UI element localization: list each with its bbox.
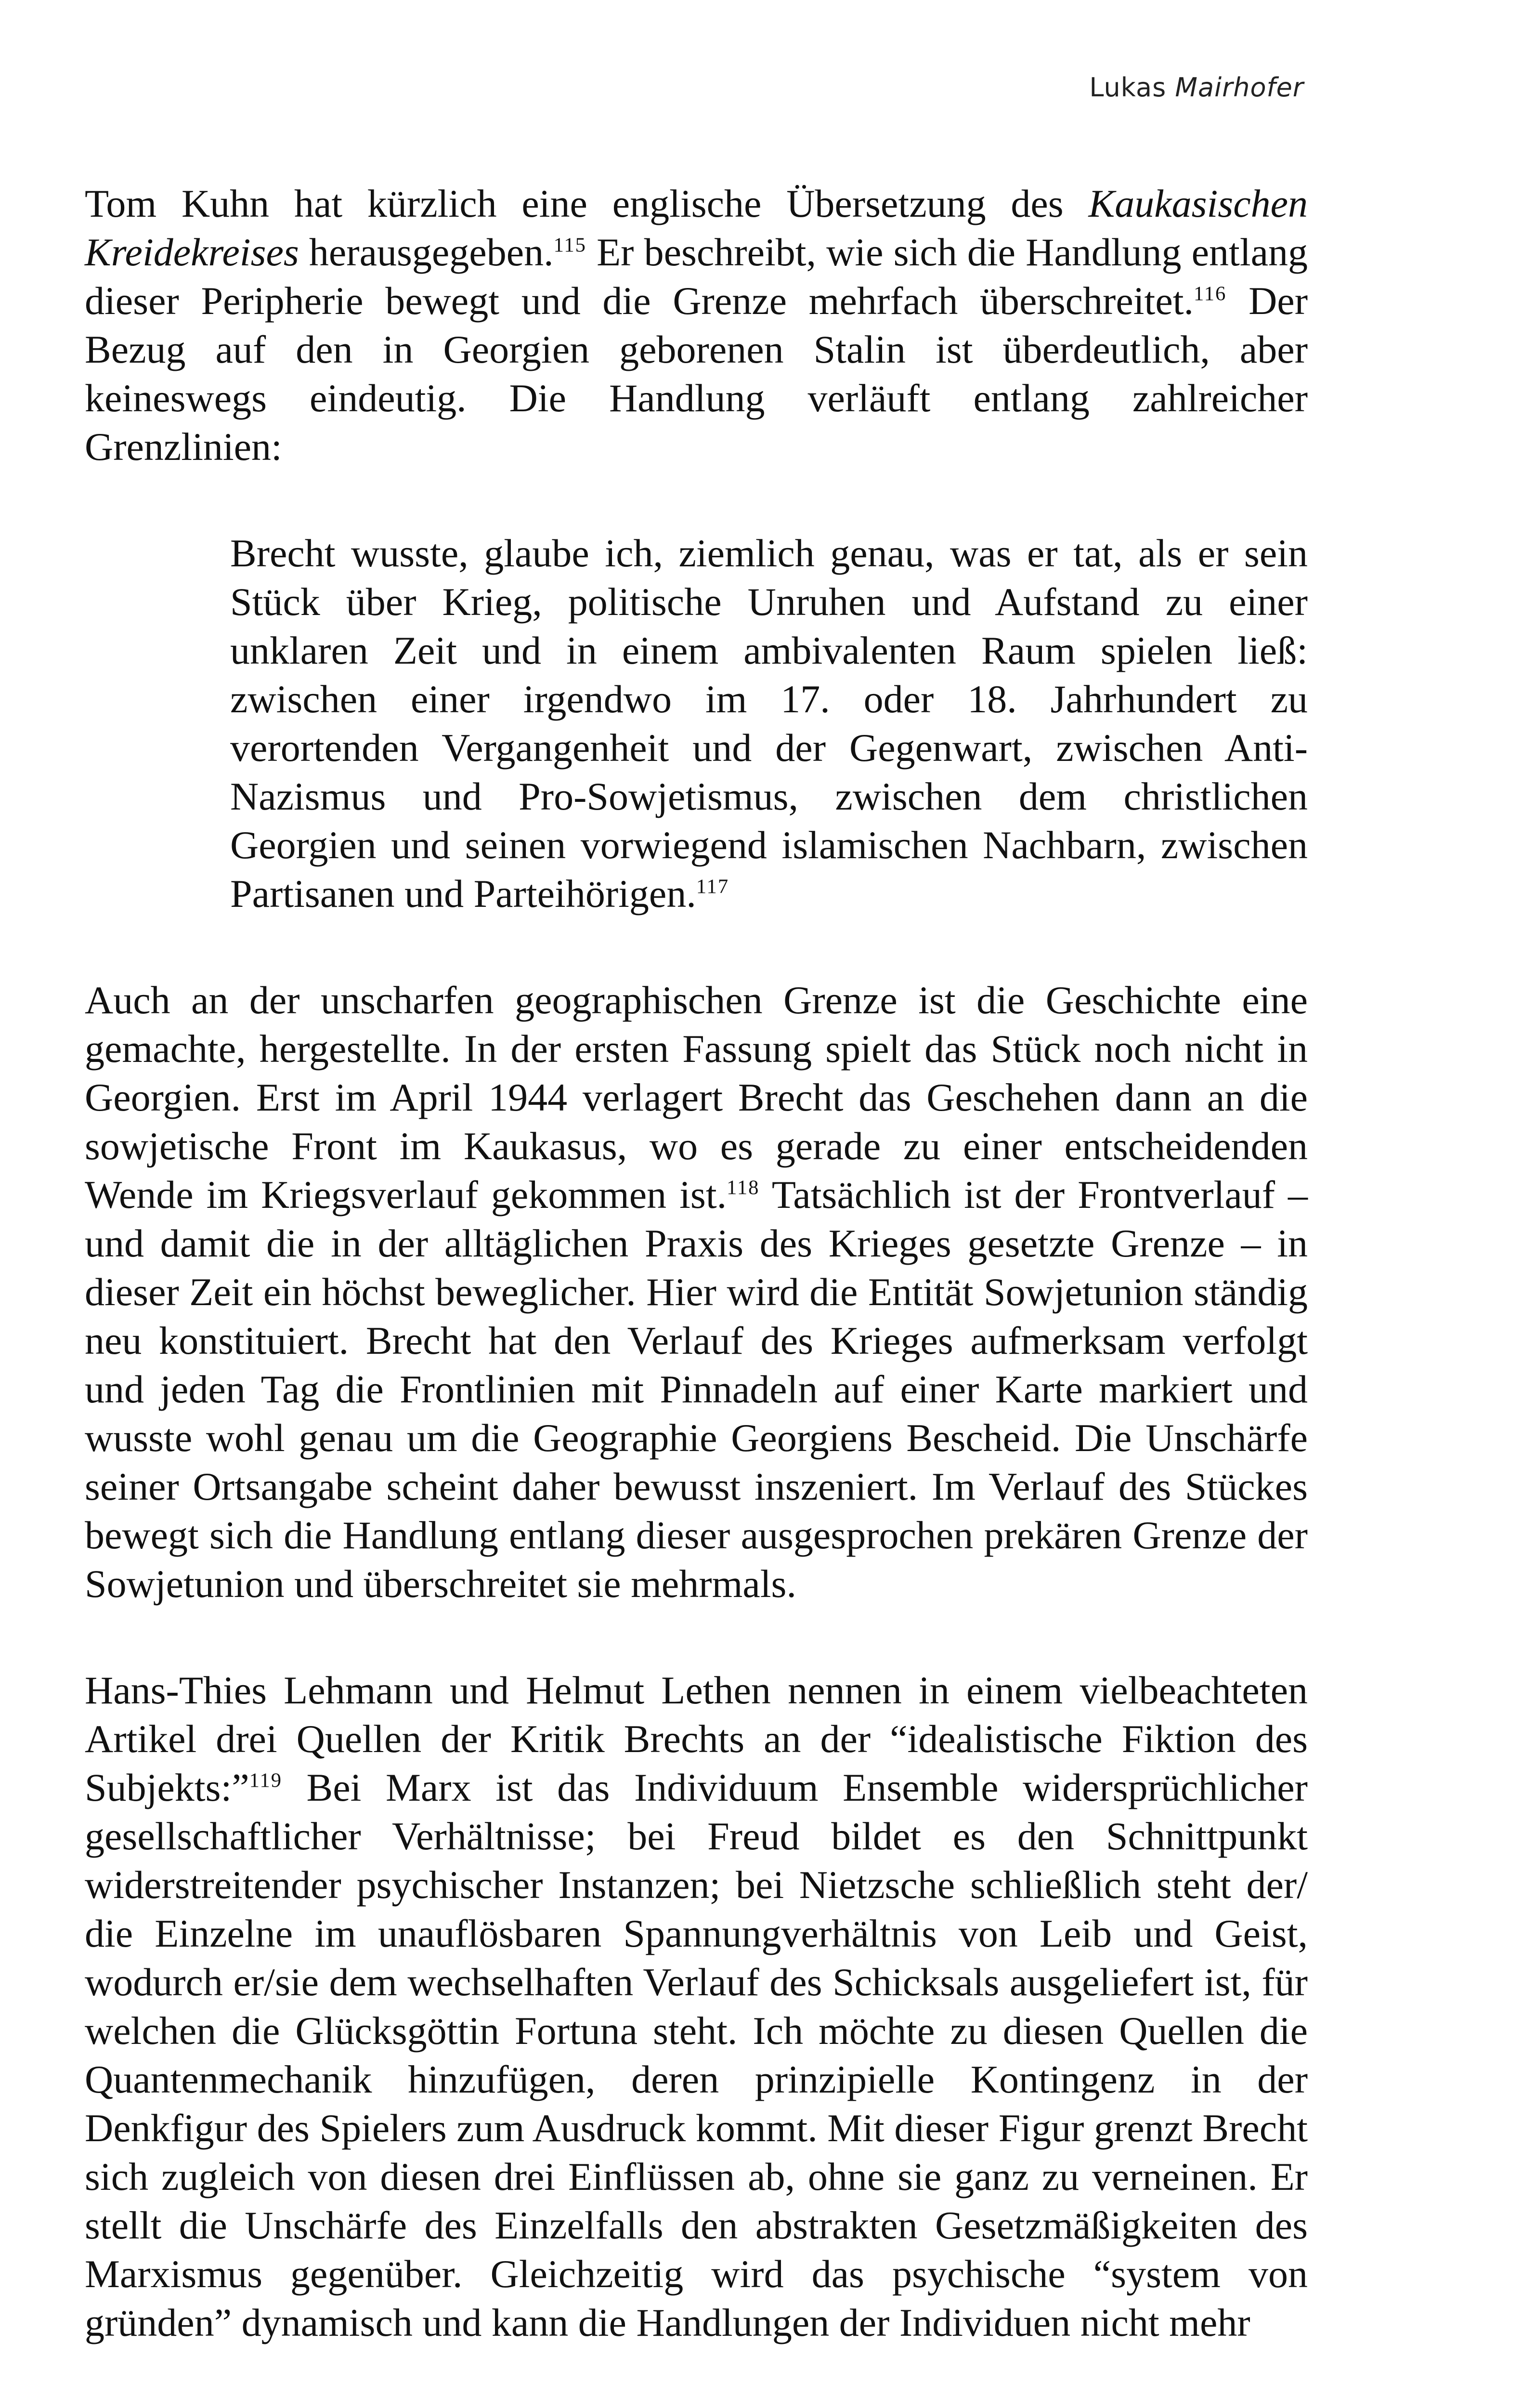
running-head [1089,72,1304,103]
footnote-ref-115[interactable]: 115 [553,234,586,257]
page-body [85,179,1308,2347]
paragraph-2-text-a: Auch an der unscharfen geographischen Grenze ist die Geschichte eine gemachte, hergestellte. In der ersten Fassung spielt das Stück noch nicht in Georgien. Erst im April 1944 verlagert Brecht das Geschehen dann an die sowjetische Front im Kaukasus, wo es gerade zu einer entscheidenden Wende im Kriegsverlauf gekommen ist. [85,978,1308,1217]
footnote-ref-118[interactable]: 118 [727,1176,760,1199]
paragraph-3-text-b: Bei Marx ist das Individuum Ensemble widersprüchlicher gesellschaftlicher Verhältnisse; bei Freud bildet es den Schnittpunkt widerstreitender psychischer Instanzen; bei Nietzsche schließlich steht der/ die Einzelne im unauflösbaren Spannungverhältnis von Leib und Geist, wodurch er/sie dem wechselhaften Verlauf des Schicksals ausgeliefert ist, für welchen die Glücksgöttin Fortuna steht. Ich möchte zu diesen Quellen die Quantenmechanik hinzufügen, deren prinzipielle Kontingenz in der Denkfigur des Spielers zum Ausdruck kommt. Mit dieser Figur grenzt Brecht sich zugleich von diesen drei Einflüssen ab, ohne sie ganz zu verneinen. Er stellt die Unschärfe des Einzelfalls den abstrakten Gesetzmäßigkeiten des Marxismus gegenüber. Gleichzeitig wird das psychische “system von gründen” dynamisch und kann die Handlungen der Individuen nicht mehr [85,1766,1308,2344]
paragraph-1-text-a: Tom Kuhn hat kürzlich eine englische Übersetzung des [85,182,1089,225]
paragraph-1-text-c: Er beschreibt, wie sich die Handlung entlang dieser Peripherie bewegt und die Grenze mehrfach überschreitet. [85,230,1308,323]
block-quote-text: Brecht wusste, glaube ich, ziemlich genau, was er tat, als er sein Stück über Krieg, politische Unruhen und Aufstand zu einer unklaren Zeit und in einem ambivalenten Raum spielen ließ: zwischen einer irgendwo im 17. oder 18. Jahrhundert zu verortenden Vergangenheit und der Gegenwart, zwischen Anti-Nazismus und Pro-Sowjetismus, zwischen dem christlichen Georgien und seinen vorwiegend islamischen Nachbarn, zwischen Partisanen und Parteihörigen. [230,531,1308,916]
running-head-first-name: Lukas [1089,72,1167,103]
footnote-ref-119[interactable]: 119 [249,1769,283,1792]
running-head-surname: Mairhofer [1175,72,1304,103]
footnote-ref-117[interactable]: 117 [696,875,729,898]
paragraph-3 [85,1666,1308,2347]
block-quote [230,529,1308,918]
work-title-italic: Kaukasischen Kreidekreises [85,182,1308,274]
paragraph-2 [85,976,1308,1608]
paragraph-3-text-a: Hans-Thies Lehmann und Helmut Lethen nennen in einem vielbeachteten Artikel drei Quellen der Kritik Brechts an der “idealistische Fiktion des Subjekts:” [85,1668,1308,1809]
paragraph-1-text-b: herausgegeben. [299,230,554,274]
paragraph-1-text-d: Der Bezug auf den in Georgien geborenen Stalin ist überdeutlich, aber keineswegs eindeutig. Die Handlung verläuft entlang zahlreicher Grenzlinien: [85,279,1308,469]
footnote-ref-116[interactable]: 116 [1194,282,1227,305]
paragraph-2-text-b: Tatsächlich ist der Frontverlauf – und damit die in der alltäglichen Praxis des Krieges gesetzte Grenze – in dieser Zeit ein höchst beweglicher. Hier wird die Entität Sowjetunion ständig neu konstituiert. Brecht hat den Verlauf des Krieges aufmerksam verfolgt und jeden Tag die Frontlinien mit Pinnadeln auf einer Karte markiert und wusste wohl genau um die Geographie Georgiens Bescheid. Die Unschärfe seiner Ortsangabe scheint daher bewusst inszeniert. Im Verlauf des Stückes bewegt sich die Handlung entlang dieser ausgesprochen prekären Grenze der Sowjetunion und überschreitet sie mehrmals. [85,1173,1308,1606]
paragraph-1 [85,179,1308,471]
